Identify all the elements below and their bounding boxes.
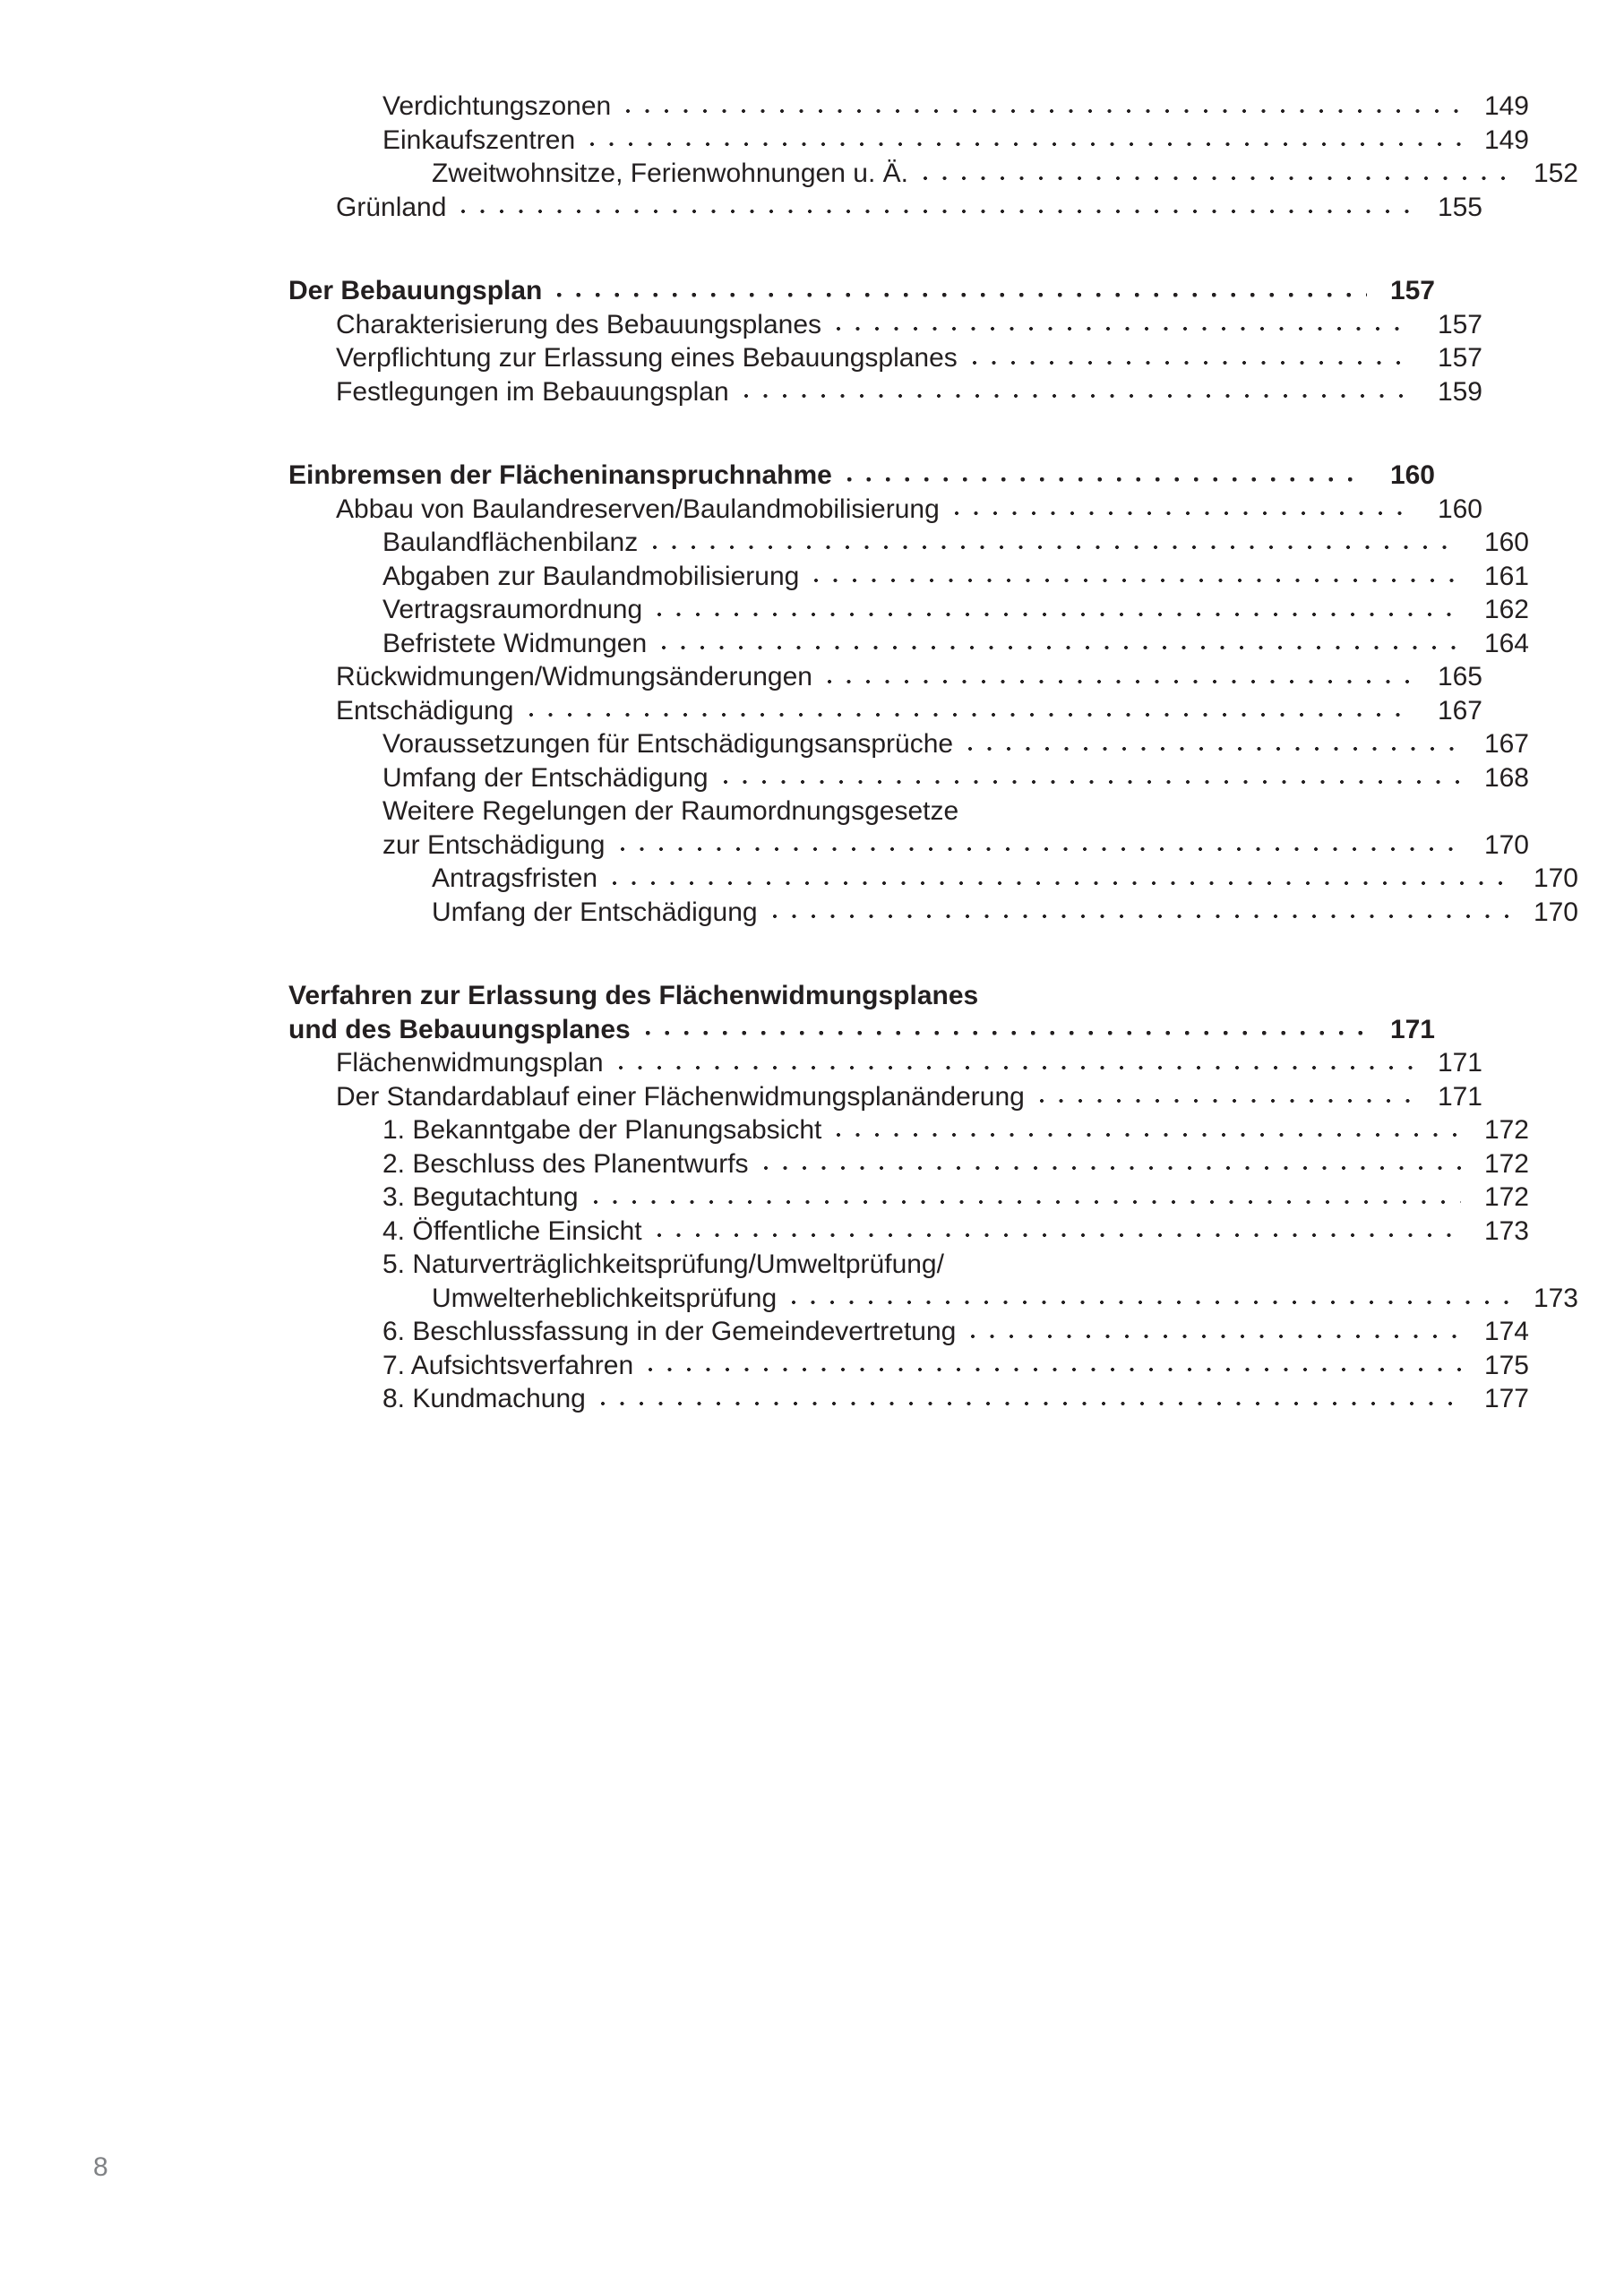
toc-entry-row[interactable]: [288, 1282, 1578, 1316]
toc-entry-page-number: 160: [1483, 528, 1529, 557]
toc-entry-title: Einkaufszentren: [382, 125, 576, 155]
toc-entry-title: Umwelterheblichkeitsprüfung: [432, 1283, 778, 1313]
toc-dot-leader: [557, 278, 1367, 305]
toc-entry-page-number: 155: [1437, 192, 1482, 222]
toc-entry-row[interactable]: [288, 1349, 1529, 1383]
toc-dot-leader: [744, 378, 1414, 405]
toc-entry-row[interactable]: [288, 1046, 1482, 1080]
toc-entry-title: Abgaben zur Baulandmobilisierung: [382, 561, 800, 591]
toc-dot-leader: [646, 1016, 1367, 1043]
toc-entry-row[interactable]: [288, 157, 1578, 191]
toc-entry-page-number: 149: [1483, 125, 1529, 155]
toc-entry-title: 5. Naturverträglichkeitsprüfung/Umweltprüfung/: [382, 1250, 944, 1279]
toc-entry-page-number: 164: [1483, 628, 1529, 658]
toc-entry-page-number: 177: [1483, 1384, 1529, 1413]
toc-entry-row[interactable]: [288, 1113, 1529, 1147]
toc-entry-page-number: 152: [1533, 159, 1578, 188]
toc-entry-title: Baulandflächenbilanz: [382, 528, 639, 557]
toc-entry-page-number: 173: [1533, 1283, 1578, 1313]
toc-dot-leader: [764, 1150, 1461, 1177]
toc-entry-row[interactable]: [288, 1315, 1529, 1349]
toc-entry-title: Verfahren zur Erlassung des Flächenwidmungsplanes: [288, 981, 979, 1010]
toc-entry-title: 1. Bekanntgabe der Planungsabsicht: [382, 1115, 822, 1145]
toc-dot-leader: [814, 563, 1461, 589]
toc-entry-title: Grünland: [336, 192, 447, 222]
toc-entry-title: Der Standardablauf einer Flächenwidmungsplanänderung: [336, 1081, 1025, 1112]
toc-heading-row[interactable]: [288, 459, 1435, 493]
toc-entry-title: Flächenwidmungsplan: [336, 1048, 604, 1078]
toc-entry-title: 4. Öffentliche Einsicht: [382, 1215, 642, 1246]
toc-entry-page-number: 170: [1483, 829, 1529, 860]
toc-dot-leader: [649, 1352, 1461, 1378]
toc-entry-title: Abbau von Baulandreserven/Baulandmobilisierung: [336, 494, 940, 524]
toc-entry-title: Verdichtungszonen: [382, 91, 612, 121]
toc-entry-title: Rückwidmungen/Widmungsänderungen: [336, 662, 812, 691]
toc-entry-row[interactable]: [288, 1147, 1529, 1181]
toc-heading-row[interactable]: [288, 979, 1435, 1013]
toc-heading-row[interactable]: [288, 274, 1435, 308]
toc-dot-leader: [662, 630, 1461, 657]
toc-dot-leader: [1040, 1083, 1414, 1110]
toc-dot-leader: [773, 898, 1510, 925]
toc-entry-page-number: 161: [1483, 561, 1529, 591]
toc-dot-leader: [924, 160, 1510, 187]
toc-entry-row[interactable]: [288, 694, 1482, 728]
toc-dot-leader: [621, 831, 1462, 858]
toc-dot-leader: [971, 1318, 1461, 1345]
toc-entry-row[interactable]: [288, 124, 1529, 158]
toc-entry-title: und des Bebauungsplanes: [288, 1014, 631, 1044]
toc-entry-page-number: 162: [1483, 595, 1529, 624]
toc-entry-row[interactable]: [288, 1181, 1529, 1215]
toc-entry-row[interactable]: [288, 375, 1482, 409]
toc-entry-title: Zweitwohnsitze, Ferienwohnungen u. Ä.: [432, 159, 908, 188]
toc-entry-page-number: 171: [1389, 1014, 1435, 1044]
toc-section: [288, 459, 1578, 929]
toc-entry-row[interactable]: [288, 1080, 1482, 1114]
toc-dot-leader: [837, 311, 1414, 338]
toc-dot-leader: [529, 697, 1415, 724]
toc-entry-page-number: 170: [1533, 897, 1578, 927]
toc-entry-title: Befristete Widmungen: [382, 628, 648, 658]
toc-entry-title: Charakterisierung des Bebauungsplanes: [336, 309, 822, 339]
toc-entry-page-number: 168: [1483, 762, 1529, 793]
toc-dot-leader: [594, 1184, 1461, 1211]
toc-dot-leader: [955, 495, 1414, 522]
toc-entry-title: Weitere Regelungen der Raumordnungsgesetze: [382, 796, 959, 826]
toc-entry-row[interactable]: [288, 341, 1482, 375]
toc-entry-row[interactable]: [288, 660, 1482, 694]
toc-entry-page-number: 175: [1483, 1350, 1529, 1380]
toc-entry-title: Antragsfristen: [432, 863, 598, 893]
toc-entry-page-number: 171: [1437, 1048, 1482, 1078]
toc-entry-page-number: 170: [1533, 863, 1578, 893]
toc-dot-leader: [657, 1217, 1461, 1244]
toc-entry-page-number: 167: [1437, 695, 1482, 726]
toc-entry-row[interactable]: [288, 1382, 1529, 1416]
toc-entry-title: 2. Beschluss des Planentwurfs: [382, 1148, 749, 1179]
toc-entry-title: Verpflichtung zur Erlassung eines Bebauungsplanes: [336, 343, 958, 373]
toc-dot-leader: [973, 345, 1414, 372]
toc-entry-row[interactable]: [288, 761, 1529, 795]
page-number-folio: 8: [93, 2152, 108, 2182]
toc-dot-leader: [828, 664, 1414, 691]
toc-entry-row[interactable]: [288, 90, 1529, 124]
toc-entry-title: 6. Beschlussfassung in der Gemeindevertretung: [382, 1317, 957, 1346]
toc-dot-leader: [657, 597, 1461, 623]
toc-heading-row[interactable]: [288, 1013, 1435, 1047]
toc-entry-page-number: 171: [1437, 1081, 1482, 1112]
toc-entry-page-number: 174: [1483, 1317, 1529, 1346]
toc-dot-leader: [619, 1050, 1414, 1077]
toc-entry-row[interactable]: [288, 829, 1529, 863]
toc-entry-row[interactable]: [288, 627, 1529, 661]
toc-entry-page-number: 173: [1483, 1215, 1529, 1246]
toc-dot-leader: [613, 865, 1510, 892]
toc-entry-row[interactable]: [288, 794, 1529, 829]
toc-entry-row[interactable]: [288, 896, 1578, 930]
toc-entry-row[interactable]: [288, 593, 1529, 627]
toc-section: [288, 90, 1578, 224]
toc-dot-leader: [837, 1117, 1461, 1144]
toc-section: [288, 274, 1482, 408]
toc-dot-leader: [724, 764, 1461, 791]
toc-entry-page-number: 160: [1437, 494, 1482, 524]
toc-entry-title: Der Bebauungsplan: [288, 276, 543, 305]
toc-entry-row[interactable]: [288, 862, 1578, 896]
toc-entry-page-number: 167: [1483, 729, 1529, 759]
toc-entry-title: Entschädigung: [336, 695, 514, 726]
toc-entry-title: Umfang der Entschädigung: [382, 762, 709, 793]
toc-entry-page-number: 149: [1483, 91, 1529, 121]
toc-entry-row[interactable]: [288, 727, 1529, 761]
toc-entry-row[interactable]: [288, 493, 1482, 527]
toc-dot-leader: [626, 93, 1461, 120]
toc-entry-page-number: 172: [1483, 1182, 1529, 1212]
toc-dot-leader: [590, 126, 1461, 153]
toc-entry-row[interactable]: [288, 1215, 1529, 1249]
toc-entry-title: zur Entschädigung: [382, 829, 606, 860]
toc-entry-title: Umfang der Entschädigung: [432, 897, 758, 927]
toc-entry-title: 8. Kundmachung: [382, 1384, 586, 1413]
toc-entry-row[interactable]: [288, 1248, 1529, 1282]
toc-section: [288, 979, 1578, 1416]
toc-entry-title: Voraussetzungen für Entschädigungsansprüche: [382, 729, 954, 759]
toc-entry-page-number: 160: [1389, 460, 1435, 490]
toc-entry-page-number: 157: [1389, 276, 1435, 305]
toc-entry-page-number: 159: [1437, 376, 1482, 407]
toc-entry-row[interactable]: [288, 560, 1529, 594]
toc-dot-leader: [847, 462, 1367, 489]
toc-entry-page-number: 172: [1483, 1115, 1529, 1145]
toc-entry-title: Festlegungen im Bebauungsplan: [336, 376, 729, 407]
toc-entry-page-number: 157: [1437, 309, 1482, 339]
toc-entry-row[interactable]: [288, 308, 1482, 342]
toc-dot-leader: [601, 1386, 1461, 1413]
table-of-contents: [288, 90, 1578, 1416]
toc-dot-leader: [461, 193, 1414, 220]
toc-entry-page-number: 172: [1483, 1148, 1529, 1179]
toc-entry-row[interactable]: [288, 191, 1482, 225]
toc-dot-leader: [792, 1284, 1510, 1311]
toc-entry-title: Einbremsen der Flächeninanspruchnahme: [288, 460, 832, 490]
toc-entry-page-number: 157: [1437, 343, 1482, 373]
toc-entry-row[interactable]: [288, 526, 1529, 560]
toc-entry-title: Vertragsraumordnung: [382, 595, 643, 624]
toc-entry-page-number: 165: [1437, 662, 1482, 691]
toc-dot-leader: [968, 731, 1461, 758]
toc-entry-title: 7. Aufsichtsverfahren: [382, 1350, 634, 1380]
toc-entry-title: 3. Begutachtung: [382, 1182, 579, 1212]
toc-dot-leader: [653, 529, 1461, 556]
